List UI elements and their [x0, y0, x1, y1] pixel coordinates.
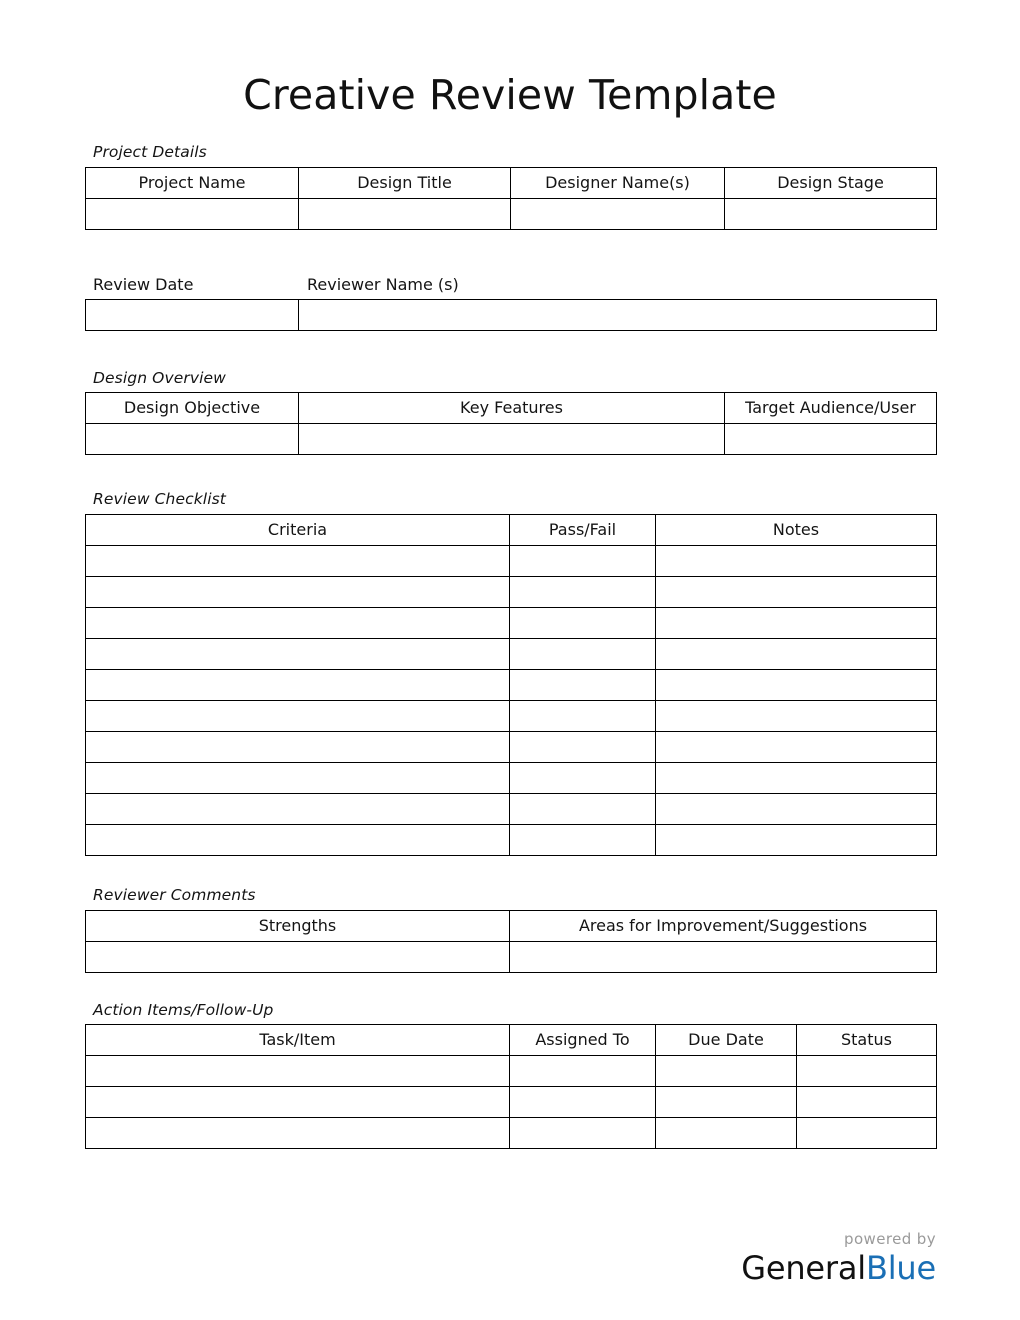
input-cell-design-stage[interactable]	[725, 198, 937, 229]
checklist-input-cell[interactable]	[86, 577, 510, 608]
table-row	[86, 701, 937, 732]
column-header-design-stage: Design Stage	[725, 167, 937, 198]
checklist-input-cell[interactable]	[86, 701, 510, 732]
checklist-input-cell[interactable]	[86, 825, 510, 856]
table-header-row	[86, 910, 937, 941]
checklist-input-cell[interactable]	[656, 763, 937, 794]
column-header-assigned-to: Assigned To	[510, 1025, 656, 1056]
section-reviewer-comments	[85, 886, 936, 973]
checklist-input-cell[interactable]	[510, 825, 656, 856]
action-input-cell[interactable]	[86, 1087, 510, 1118]
input-cell-review-date[interactable]	[86, 299, 299, 330]
section-heading-reviewer-comments: Reviewer Comments	[93, 886, 256, 905]
action-input-cell[interactable]	[510, 1087, 656, 1118]
column-header-criteria: Criteria	[86, 515, 510, 546]
column-header-task-item: Task/Item	[86, 1025, 510, 1056]
section-project-details	[85, 143, 936, 230]
action-input-cell[interactable]	[86, 1118, 510, 1149]
checklist-input-cell[interactable]	[86, 546, 510, 577]
action-input-cell[interactable]	[656, 1118, 797, 1149]
action-items-body	[86, 1056, 937, 1149]
logo-text-general: General	[741, 1249, 866, 1287]
checklist-input-cell[interactable]	[510, 763, 656, 794]
table-row	[86, 1087, 937, 1118]
section-review-checklist	[85, 490, 936, 856]
checklist-input-cell[interactable]	[510, 670, 656, 701]
checklist-input-cell[interactable]	[510, 794, 656, 825]
checklist-input-cell[interactable]	[510, 608, 656, 639]
table-row	[86, 639, 937, 670]
table-row	[86, 763, 937, 794]
checklist-input-cell[interactable]	[656, 639, 937, 670]
checklist-input-cell[interactable]	[510, 732, 656, 763]
action-input-cell[interactable]	[510, 1056, 656, 1087]
generalblue-logo	[741, 1249, 936, 1287]
column-header-project-name: Project Name	[86, 167, 299, 198]
checklist-input-cell[interactable]	[510, 546, 656, 577]
table-row	[86, 794, 937, 825]
table-row	[86, 732, 937, 763]
action-items-table	[85, 1024, 937, 1149]
table-header-row	[86, 167, 937, 198]
section-action-items	[85, 1001, 936, 1150]
action-input-cell[interactable]	[656, 1056, 797, 1087]
column-header-notes: Notes	[656, 515, 937, 546]
column-header-designer-names: Designer Name(s)	[511, 167, 725, 198]
input-cell-target-audience[interactable]	[725, 424, 937, 455]
table-row	[86, 670, 937, 701]
checklist-input-cell[interactable]	[86, 763, 510, 794]
checklist-input-cell[interactable]	[86, 639, 510, 670]
input-cell-reviewer-name[interactable]	[299, 299, 937, 330]
section-heading-action-items: Action Items/Follow-Up	[93, 1000, 274, 1019]
section-review-date	[85, 275, 936, 331]
section-heading-project-details: Project Details	[93, 143, 207, 162]
column-header-design-title: Design Title	[299, 167, 511, 198]
input-cell-design-title[interactable]	[299, 198, 511, 229]
checklist-input-cell[interactable]	[86, 670, 510, 701]
column-header-strengths: Strengths	[86, 910, 510, 941]
table-row	[86, 577, 937, 608]
action-input-cell[interactable]	[510, 1118, 656, 1149]
action-input-cell[interactable]	[797, 1056, 937, 1087]
table-row	[86, 825, 937, 856]
page-title: Creative Review Template	[243, 71, 777, 119]
review-checklist-body	[86, 546, 937, 856]
checklist-input-cell[interactable]	[510, 701, 656, 732]
input-cell-designer-names[interactable]	[511, 198, 725, 229]
column-header-target-audience: Target Audience/User	[725, 393, 937, 424]
column-header-pass-fail: Pass/Fail	[510, 515, 656, 546]
action-input-cell[interactable]	[86, 1056, 510, 1087]
checklist-input-cell[interactable]	[656, 546, 937, 577]
checklist-input-cell[interactable]	[656, 577, 937, 608]
checklist-input-cell[interactable]	[656, 794, 937, 825]
reviewer-comments-table	[85, 910, 937, 973]
checklist-input-cell[interactable]	[656, 732, 937, 763]
checklist-input-cell[interactable]	[656, 701, 937, 732]
table-row	[86, 608, 937, 639]
powered-by-label: powered by	[844, 1230, 936, 1248]
review-checklist-table	[85, 514, 937, 856]
logo-text-blue: Blue	[865, 1249, 936, 1287]
table-header-row	[86, 1025, 937, 1056]
checklist-input-cell[interactable]	[656, 825, 937, 856]
table-row	[86, 299, 937, 330]
checklist-input-cell[interactable]	[510, 639, 656, 670]
action-input-cell[interactable]	[797, 1087, 937, 1118]
table-row	[86, 941, 937, 972]
table-row	[86, 424, 937, 455]
table-row	[86, 1056, 937, 1087]
section-heading-design-overview: Design Overview	[93, 368, 226, 387]
action-input-cell[interactable]	[656, 1087, 797, 1118]
label-reviewer-name: Reviewer Name (s)	[307, 274, 459, 294]
checklist-input-cell[interactable]	[510, 577, 656, 608]
label-review-date: Review Date	[93, 274, 194, 294]
checklist-input-cell[interactable]	[86, 732, 510, 763]
design-overview-table	[85, 392, 937, 455]
table-row	[86, 198, 937, 229]
column-header-status: Status	[797, 1025, 937, 1056]
column-header-due-date: Due Date	[656, 1025, 797, 1056]
section-heading-review-checklist: Review Checklist	[93, 490, 226, 509]
project-details-table	[85, 167, 937, 230]
action-input-cell[interactable]	[797, 1118, 937, 1149]
review-date-labels	[85, 275, 936, 294]
checklist-input-cell[interactable]	[86, 794, 510, 825]
table-header-row	[86, 393, 937, 424]
input-cell-areas-for-improvement[interactable]	[510, 941, 937, 972]
review-date-table	[85, 299, 937, 331]
table-header-row	[86, 515, 937, 546]
table-row	[86, 1118, 937, 1149]
checklist-input-cell[interactable]	[656, 608, 937, 639]
footer-branding	[741, 1230, 936, 1287]
input-cell-design-objective[interactable]	[86, 424, 299, 455]
checklist-input-cell[interactable]	[86, 608, 510, 639]
input-cell-key-features[interactable]	[299, 424, 725, 455]
column-header-key-features: Key Features	[299, 393, 725, 424]
column-header-areas-for-improvement: Areas for Improvement/Suggestions	[510, 910, 937, 941]
input-cell-project-name[interactable]	[86, 198, 299, 229]
checklist-input-cell[interactable]	[656, 670, 937, 701]
table-row	[86, 546, 937, 577]
section-design-overview	[85, 369, 936, 456]
input-cell-strengths[interactable]	[86, 941, 510, 972]
column-header-design-objective: Design Objective	[86, 393, 299, 424]
